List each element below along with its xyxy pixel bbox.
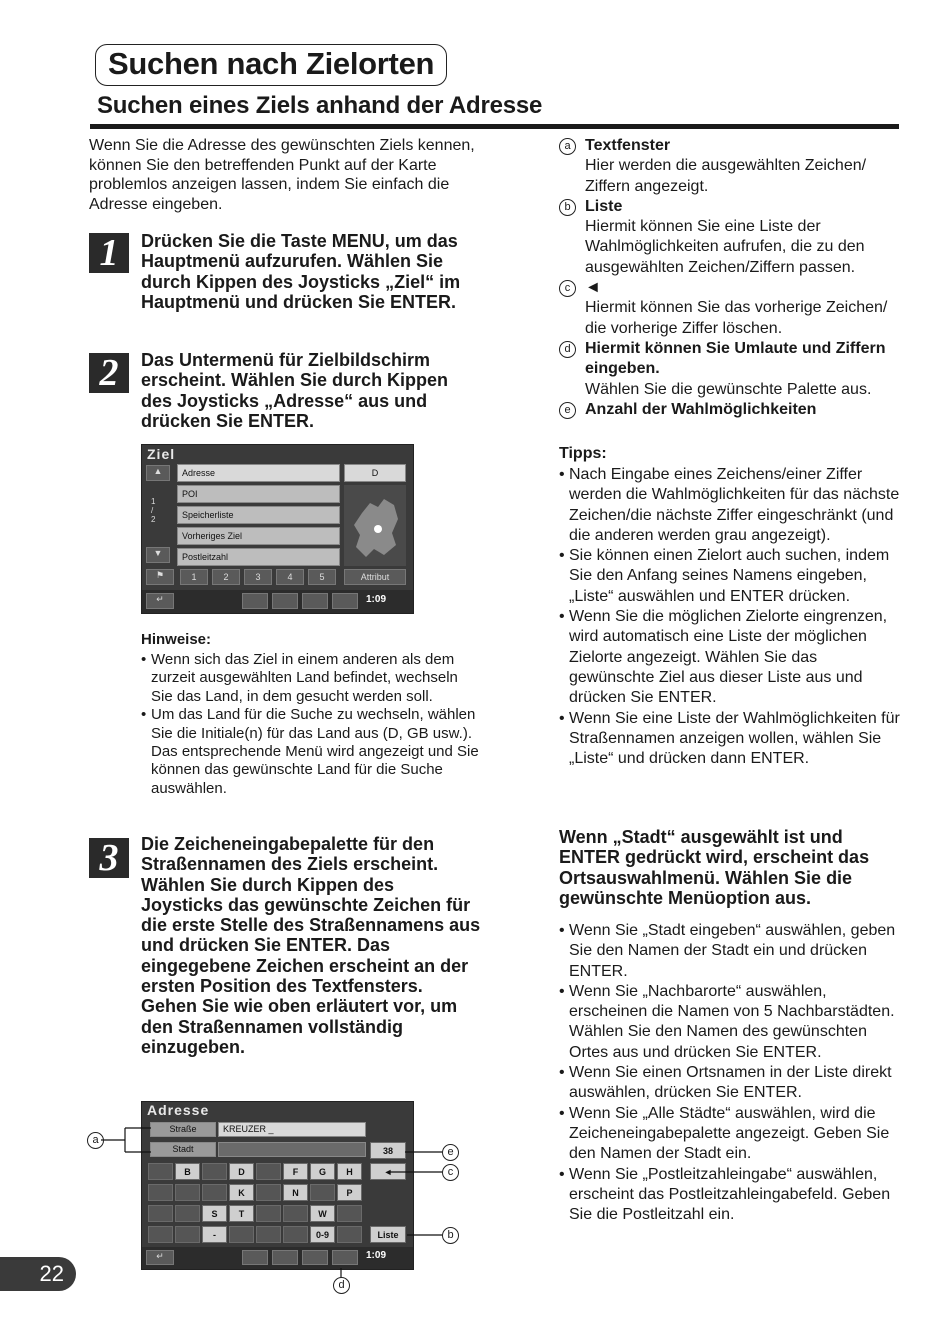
legend-item-a bbox=[559, 136, 904, 197]
clock: 1:09 bbox=[366, 1250, 387, 1261]
flag-icon: ⚑ bbox=[146, 569, 174, 585]
key: - bbox=[202, 1226, 227, 1243]
menu-item-speicherliste: Speicherliste bbox=[177, 506, 340, 524]
list-item: • Wenn Sie „Postleitzahleingabe“ auswählen, erscheint das Postleitzahleingabefeld. Geben Sie die Postleitzahl ein. bbox=[559, 1165, 904, 1226]
list-button: Liste bbox=[370, 1226, 406, 1243]
list-item: • Um das Land für die Suche zu wechseln, wählen Sie die Initiale(n) für das Land aus (D, GB usw.). Das entsprechende Menü wird angezeigt und Sie können das gewünschte Land für die Suche auswählen. bbox=[141, 706, 483, 798]
key: B bbox=[175, 1163, 200, 1180]
list-item: • Wenn Sie „Alle Städte“ auswählen, wird die Zeicheneingabepalette angezeigt. Geben Sie den Namen der Stadt ein. bbox=[559, 1104, 904, 1165]
country-button: D bbox=[344, 464, 406, 482]
legend-text: Wählen Sie die gewünschte Palette aus. bbox=[585, 380, 872, 398]
key: G bbox=[310, 1163, 335, 1180]
stadt-list bbox=[559, 921, 904, 1225]
callout-lines bbox=[85, 1118, 465, 1298]
list-item: • Nach Eingabe eines Zeichens/einer Ziffer werden die Wahlmöglichkeiten für das nächste Zeichen/die nächste Ziffer eingeschränkt (und die anderen werden grau angezeigt). bbox=[559, 465, 904, 546]
list-item: • Sie können einen Zielort auch suchen, indem Sie den Anfang seines Namens eingeben, „Liste“ auswählen und ENTER drücken. bbox=[559, 546, 904, 607]
scroll-up-icon: ▲ bbox=[146, 465, 170, 481]
scroll-down-icon: ▼ bbox=[146, 547, 170, 563]
step-text-3: Die Zeicheneingabepalette für den Straßennamen des Ziels erscheint. Wählen Sie durch Kippen des Joysticks das gewünschte Zeichen für die erste Stelle des Straßennamens aus und drücken Sie ENTER. Das eingegebene Zeichen erscheint an der ersten Position des Textfensters. Gehen Sie wie oben erläutert vor, um den Straßennamen vollständig einzugeben. bbox=[141, 834, 481, 1057]
step-number-3: 3 bbox=[89, 838, 129, 878]
list-item: • Wenn Sie „Nachbarorte“ auswählen, erscheinen die Namen von 5 Nachbarstädten. Wählen Sie den Namen des gewünschten Ortes aus und drücken Sie ENTER. bbox=[559, 982, 904, 1063]
marker-c: c bbox=[559, 280, 576, 297]
number-button-1: 1 bbox=[180, 569, 208, 585]
callout-c: c bbox=[442, 1164, 459, 1181]
tipps-list bbox=[559, 465, 904, 769]
list-item: • Wenn Sie die möglichen Zielorte eingrenzen, wird automatisch eine Liste der möglichen Zielorte angezeigt. Wählen Sie das gewünschte Ziel aus dieser Liste aus und drücken Sie ENTER. bbox=[559, 607, 904, 708]
step-number-2: 2 bbox=[89, 353, 129, 393]
stadt-heading: Wenn „Stadt“ ausgewählt ist und ENTER gedrückt wird, erscheint das Ortsauswahlmenü. Wählen Sie die gewünschte Menüoption aus. bbox=[559, 827, 870, 908]
back-arrow-icon: ◄ bbox=[585, 279, 601, 297]
media-icon bbox=[272, 593, 298, 609]
step-text-1: Drücken Sie die Taste MENU, um das Hauptmenü aufzurufen. Wählen Sie durch Kippen des Joysticks „Ziel“ im Hauptmenü und drücken Sie ENTER. bbox=[141, 231, 461, 312]
key: D bbox=[229, 1163, 254, 1180]
legend-heading: Textfenster bbox=[585, 137, 671, 154]
key: P bbox=[337, 1184, 362, 1201]
attribut-button: Attribut bbox=[344, 569, 406, 585]
hinweise-heading: Hinweise: bbox=[141, 631, 212, 648]
legend-item-d bbox=[559, 339, 904, 400]
number-button-5: 5 bbox=[308, 569, 336, 585]
intro-text: Wenn Sie die Adresse des gewünschten Ziels kennen, können Sie den betreffenden Punkt auf der Karte problemlos anzeigen lassen, indem Sie einfach die Adresse eingeben. bbox=[89, 137, 475, 213]
list-item: • Wenn Sie „Stadt eingeben“ auswählen, geben Sie den Namen der Stadt ein und drücken ENTER. bbox=[559, 921, 904, 982]
list-item: • Wenn sich das Ziel in einem anderen als dem zurzeit ausgewählten Land befindet, wechseln Sie das Land, in dem gesucht werden soll. bbox=[141, 651, 483, 706]
key: K bbox=[229, 1184, 254, 1201]
media-icon bbox=[332, 593, 358, 609]
clock: 1:09 bbox=[366, 594, 387, 605]
key: H bbox=[337, 1163, 362, 1180]
marker-e: e bbox=[559, 402, 576, 419]
key: F bbox=[283, 1163, 308, 1180]
list-item: • Wenn Sie einen Ortsnamen in der Liste direkt auswählen, drücken Sie ENTER. bbox=[559, 1063, 904, 1104]
callout-d: d bbox=[333, 1277, 350, 1294]
callout-a: a bbox=[87, 1132, 104, 1149]
key: S bbox=[202, 1205, 227, 1222]
europe-map-icon bbox=[344, 485, 406, 566]
menu-item-postleitzahl: Postleitzahl bbox=[177, 548, 340, 566]
legend-item-b bbox=[559, 197, 904, 278]
media-icon bbox=[302, 593, 328, 609]
return-icon: ↵ bbox=[146, 1250, 174, 1265]
marker-b: b bbox=[559, 199, 576, 216]
legend-heading: Anzahl der Wahlmöglichkeiten bbox=[585, 400, 817, 418]
legend-heading: Liste bbox=[585, 197, 623, 215]
number-button-3: 3 bbox=[244, 569, 272, 585]
legend bbox=[559, 136, 904, 420]
key: N bbox=[283, 1184, 308, 1201]
menu-item-vorheriges-ziel: Vorheriges Ziel bbox=[177, 527, 340, 545]
key: 0-9 bbox=[310, 1226, 335, 1243]
number-button-2: 2 bbox=[212, 569, 240, 585]
menu-item-adresse: Adresse bbox=[177, 464, 340, 482]
hinweise-list bbox=[141, 651, 483, 798]
marker-d: d bbox=[559, 341, 576, 358]
header-rule bbox=[90, 124, 899, 129]
key: T bbox=[229, 1205, 254, 1222]
legend-item-c bbox=[559, 278, 904, 339]
page-indicator: 1 / 2 bbox=[151, 497, 156, 524]
legend-text: Hiermit können Sie das vorherige Zeichen/ die vorherige Ziffer löschen. bbox=[585, 299, 888, 337]
menu-item-poi: POI bbox=[177, 485, 340, 503]
city-label: Stadt bbox=[150, 1142, 216, 1157]
screen-title: Ziel bbox=[147, 446, 176, 462]
choice-count: 38 bbox=[370, 1142, 406, 1159]
step-number-1: 1 bbox=[89, 233, 129, 273]
return-icon: ↵ bbox=[146, 593, 174, 609]
tipps-heading: Tipps: bbox=[559, 445, 607, 462]
legend-heading: Hiermit können Sie Umlaute und Ziffern eingeben. bbox=[585, 339, 886, 378]
backspace-button: ◄ bbox=[370, 1163, 406, 1180]
street-text-window: KREUZER _ bbox=[218, 1122, 366, 1137]
callout-e: e bbox=[442, 1144, 459, 1161]
key: W bbox=[310, 1205, 335, 1222]
number-button-4: 4 bbox=[276, 569, 304, 585]
legend-text: Hier werden die ausgewählten Zeichen/ Ziffern angezeigt. bbox=[585, 157, 867, 195]
list-item: • Wenn Sie eine Liste der Wahlmöglichkeiten für Straßennamen anzeigen wollen, wählen Sie „Liste“ und drücken dann ENTER. bbox=[559, 709, 904, 770]
screen-title: Adresse bbox=[147, 1102, 210, 1118]
status-bar bbox=[142, 590, 413, 613]
callout-b: b bbox=[442, 1227, 459, 1244]
page-title: Suchen nach Zielorten bbox=[95, 44, 447, 86]
step-text-2: Das Untermenü für Zielbildschirm erscheint. Wählen Sie durch Kippen des Joysticks „Adresse“ aus und drücken Sie ENTER. bbox=[141, 350, 449, 431]
section-subtitle: Suchen eines Ziels anhand der Adresse bbox=[97, 92, 543, 119]
marker-a: a bbox=[559, 138, 576, 155]
legend-text: Hiermit können Sie eine Liste der Wahlmöglichkeiten aufrufen, die zu den ausgewählten Zeichen/Ziffern passen. bbox=[585, 218, 865, 276]
media-icon bbox=[242, 593, 268, 609]
page-number: 22 bbox=[0, 1257, 76, 1291]
street-label: Straße bbox=[150, 1122, 216, 1137]
ziel-menu-screenshot bbox=[141, 444, 414, 614]
legend-item-e bbox=[559, 400, 904, 420]
